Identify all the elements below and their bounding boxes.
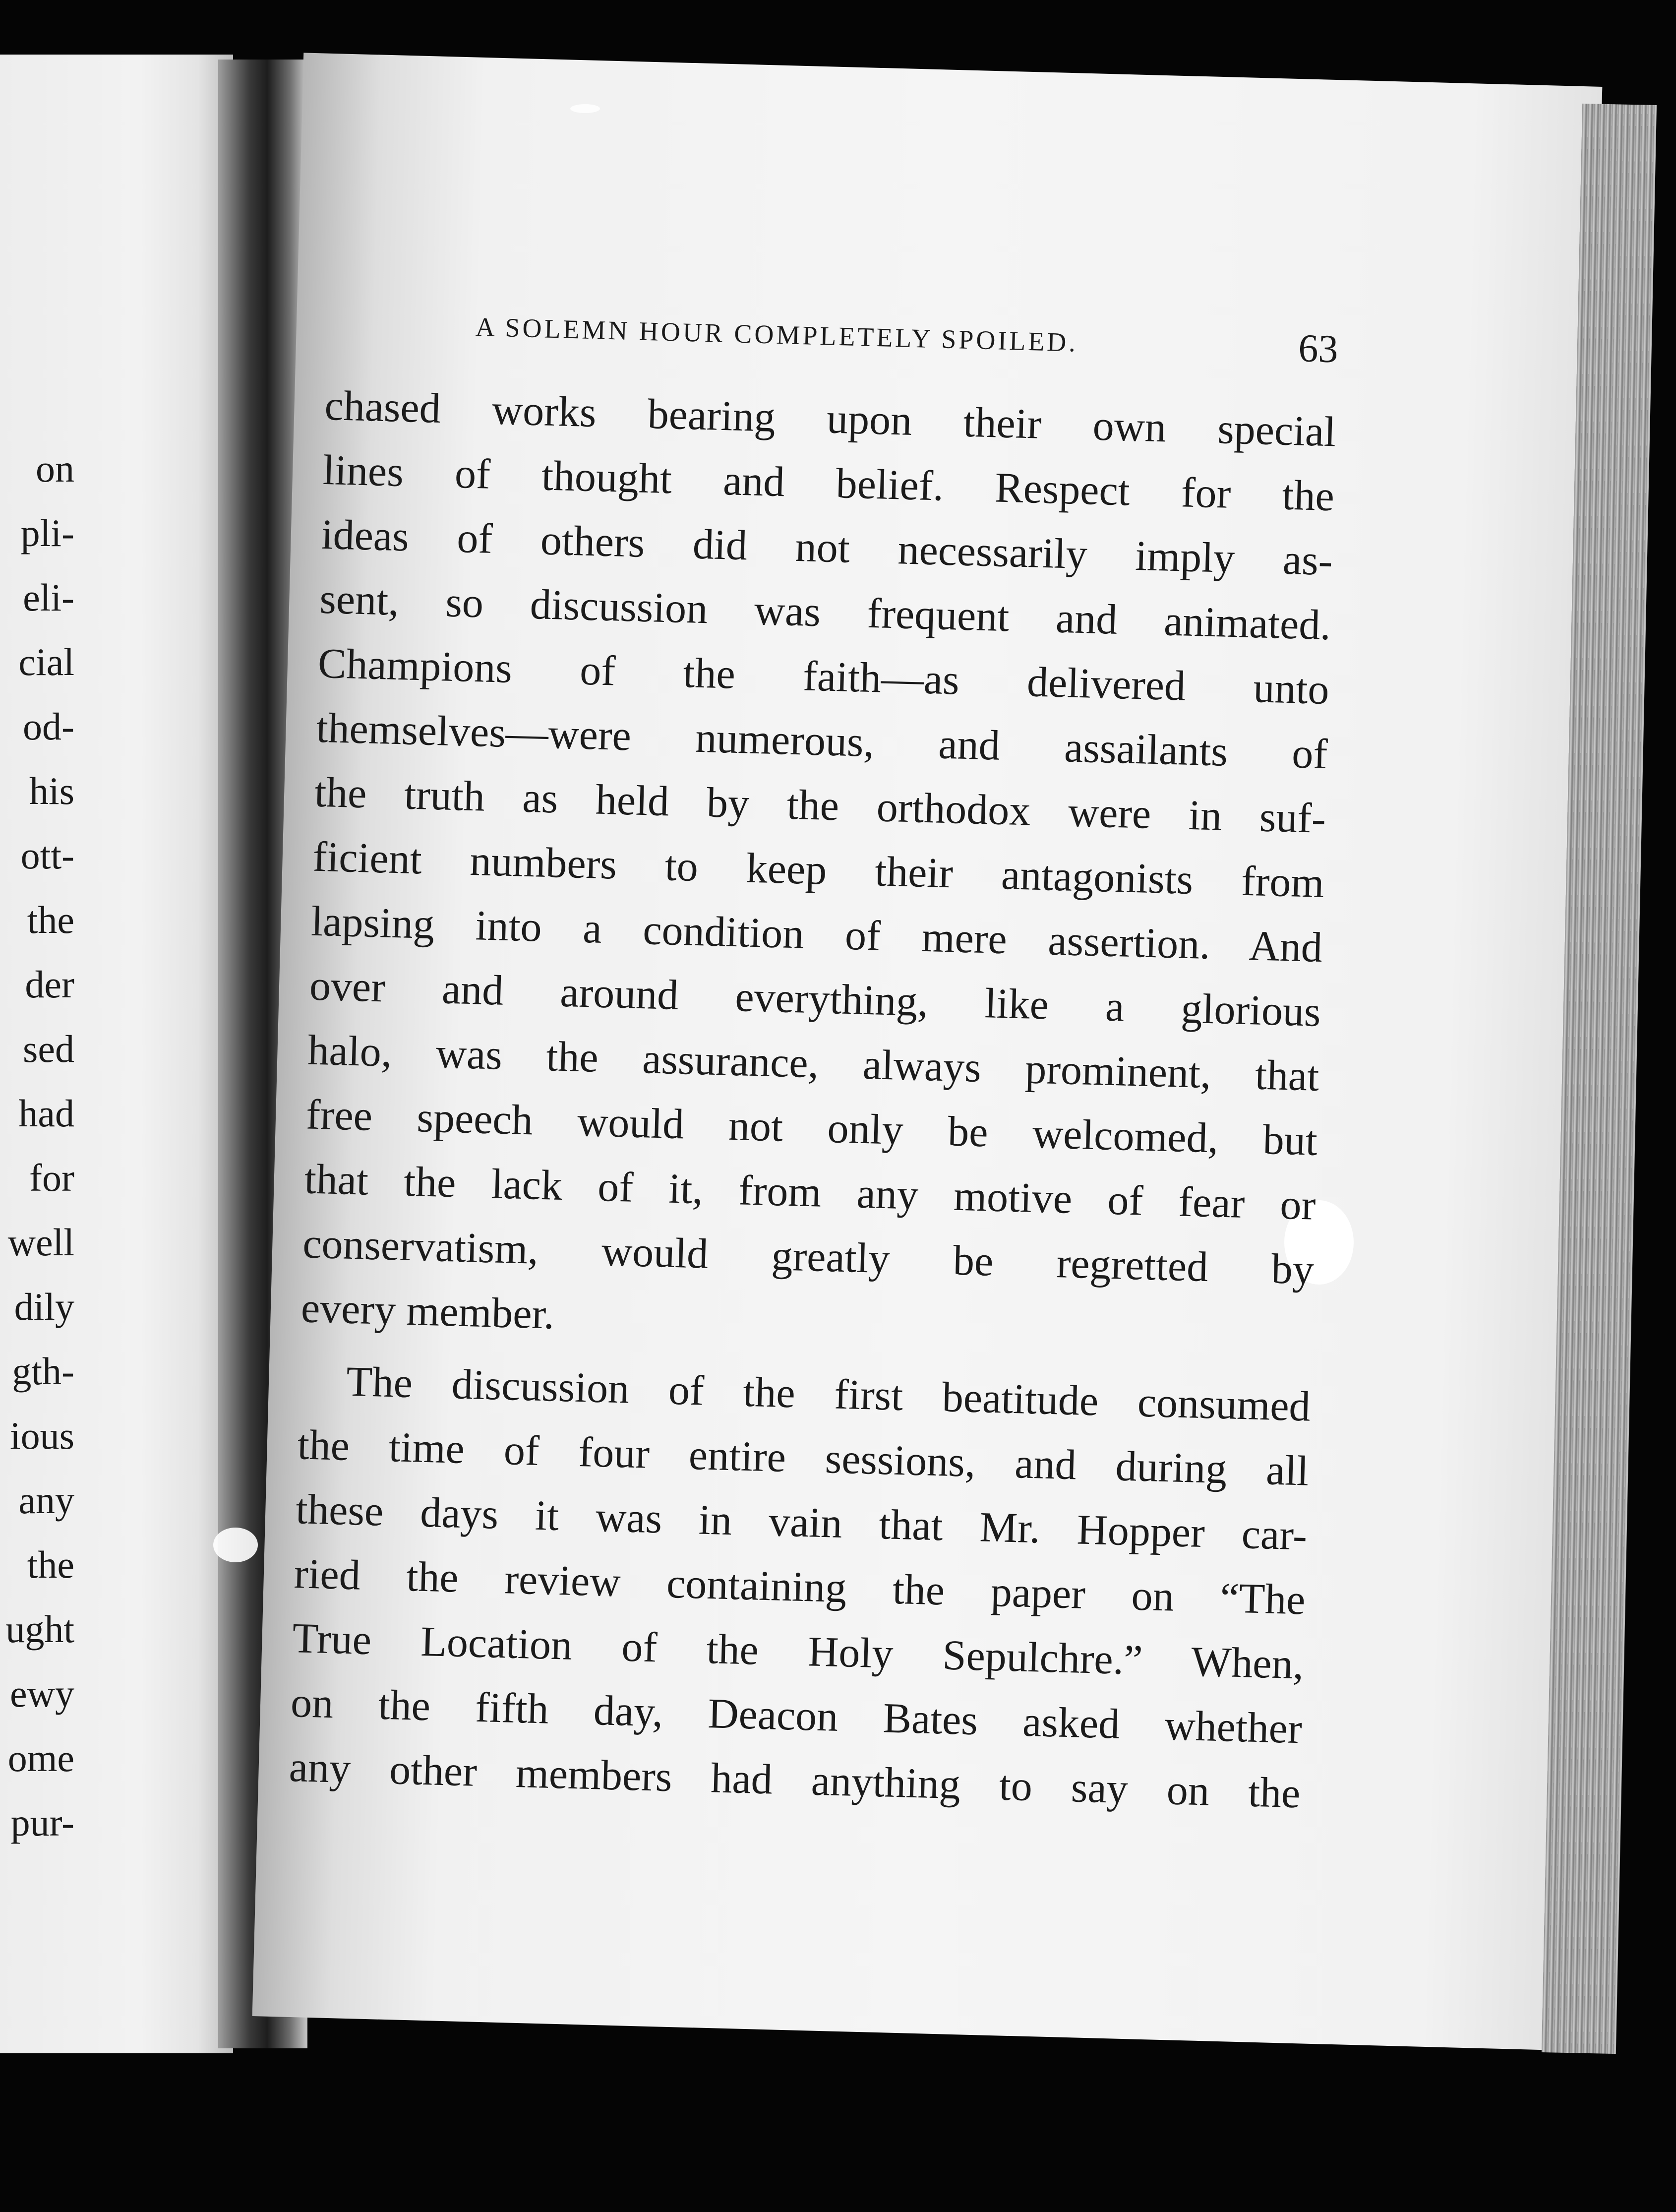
text-line: over and around everything, like a glorious [308,961,1321,1036]
left-fragment: any [18,1478,74,1522]
left-fragment: well [7,1221,74,1264]
left-fragment: gth- [12,1350,74,1393]
text-line: sent, so discussion was frequent and animated. [319,574,1332,649]
page-number: 63 [1298,326,1339,371]
left-fragment: der [25,963,74,1006]
scan-speck [213,1528,258,1562]
text-line: ried the review containing the paper on “The [293,1549,1306,1624]
left-fragment: for [29,1156,74,1199]
text-line: chased works bearing upon their own special [324,381,1337,456]
left-page-text-fragments [0,436,74,1855]
left-fragment: dily [14,1285,74,1328]
text-line: Champions of the faith—as delivered unto [317,639,1330,714]
left-fragment: the [27,898,74,941]
left-fragment: on [36,447,74,490]
left-fragment: ious [9,1414,74,1457]
left-fragment: pur- [10,1801,74,1844]
left-fragment: od- [23,705,74,748]
left-page [0,55,233,2053]
left-fragment: the [27,1543,74,1586]
text-line: every member. [300,1284,555,1338]
left-fragment: eli- [23,576,74,619]
left-fragment: ewy [10,1672,74,1715]
text-line: the time of four entire sessions, and during all [297,1420,1310,1495]
text-line: ficient numbers to keep their antagonists from [312,832,1325,907]
left-fragment: ott- [20,834,74,877]
text-line: these days it was in vain that Mr. Hopper car- [295,1485,1308,1559]
scan-speck [570,104,600,113]
text-line: the truth as held by the orthodox were in suf- [314,768,1326,843]
text-line: that the lack of it, from any motive of fear or [303,1155,1317,1229]
text-line: on the fifth day, Deacon Bates asked whether [290,1678,1303,1753]
paragraph [300,373,1336,1366]
left-fragment: had [18,1092,74,1135]
left-fragment: sed [23,1027,74,1070]
text-line: conservatism, would greatly be regretted by [302,1219,1315,1293]
left-fragment: cial [18,640,74,683]
text-line: themselves—were numerous, and assailants of [315,703,1328,778]
text-line: lines of thought and belief. Respect for the [322,445,1335,520]
text-line: lapsing into a condition of mere assertion. And [310,897,1323,971]
paragraph [288,1348,1311,1825]
text-line: ideas of others did not necessarily imply as- [320,510,1333,585]
left-fragment: ome [7,1736,74,1780]
text-line: The discussion of the first beatitude consumed [346,1357,1311,1430]
running-head-title: A SOLEMN HOUR COMPLETELY SPOILED. [475,311,1078,358]
left-fragment: his [29,769,74,812]
text-line: True Location of the Holy Sepulchre.” When, [292,1614,1305,1688]
text-line: free speech would not only be welcomed, but [305,1090,1318,1165]
left-fragment: ught [5,1607,74,1651]
main-text-block [288,307,1338,1825]
text-line: any other members had anything to say on the [288,1743,1301,1817]
text-line: halo, was the assurance, always prominent, that [307,1026,1320,1100]
left-fragment: pli- [20,511,74,554]
